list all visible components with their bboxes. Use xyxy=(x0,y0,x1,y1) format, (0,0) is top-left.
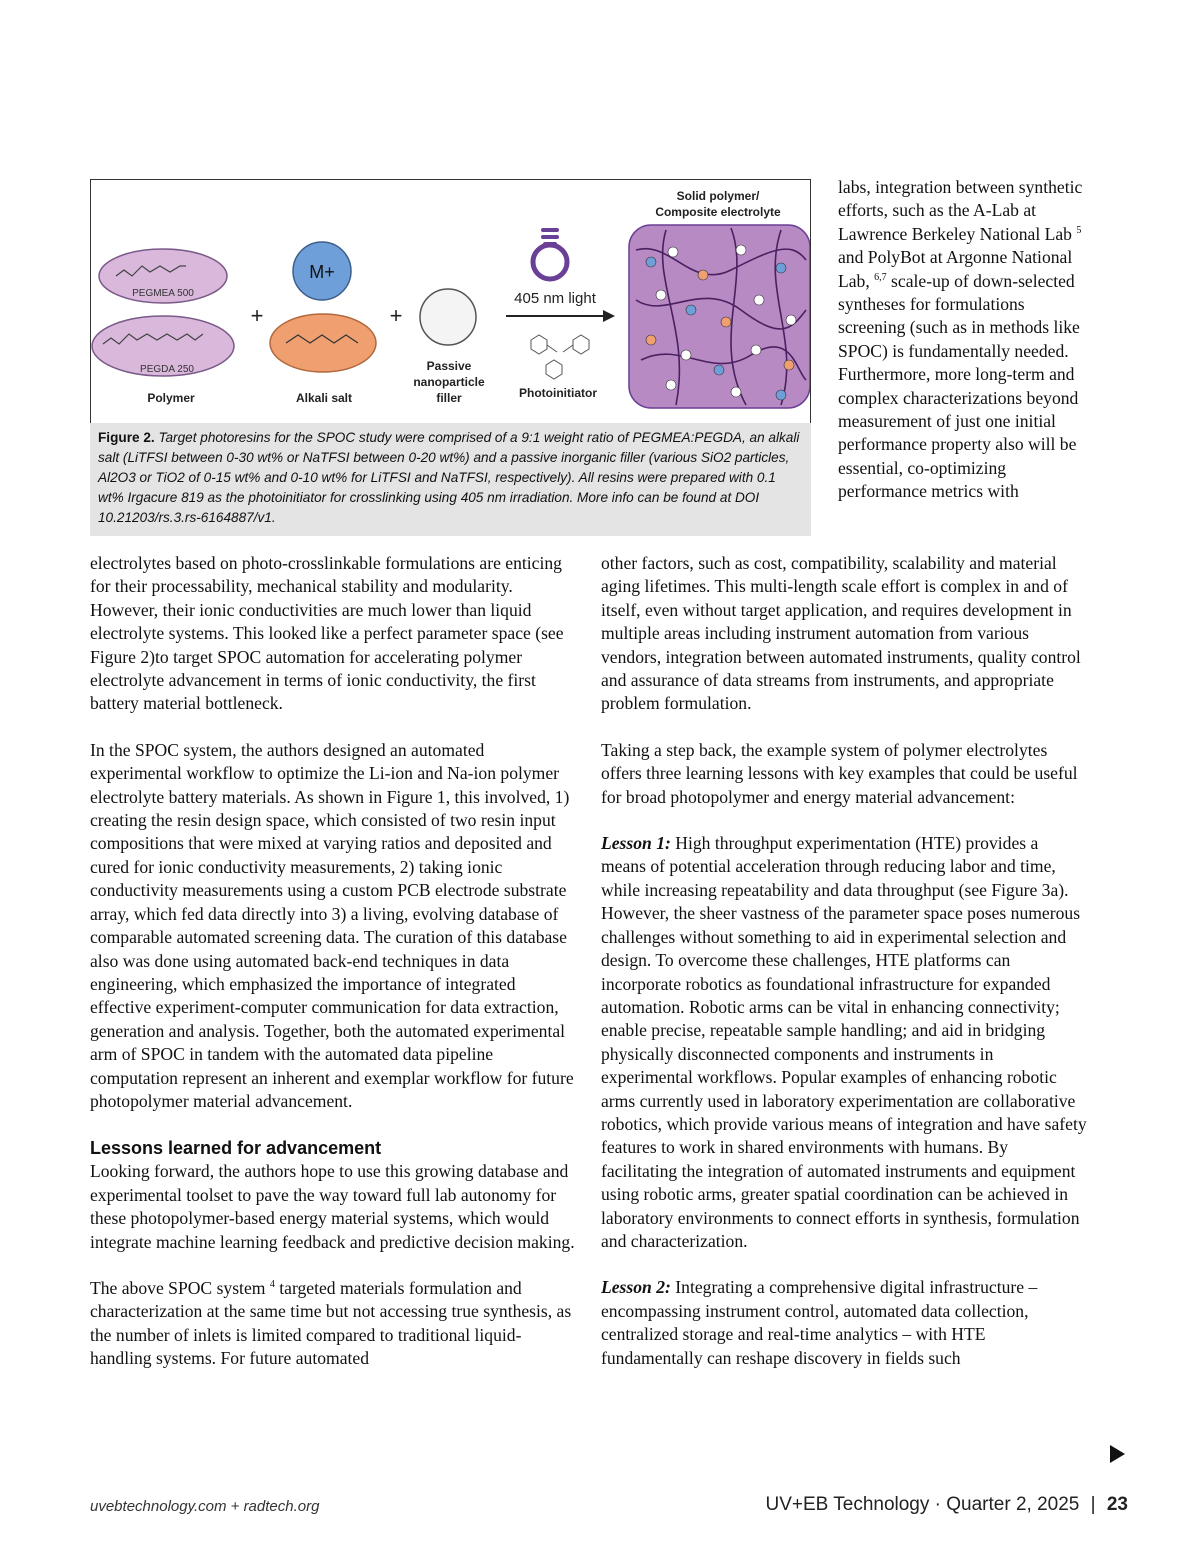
pegda-label: PEGDA 250 xyxy=(140,364,194,375)
footer-publication-title: UV+EB Technology · Quarter 2, 2025 xyxy=(765,1494,1080,1515)
left-paragraph-4: The above SPOC system $^4$ targeted materials formulation and characterization at the same time but not accessing true synthesis, as the number of inlets is limited compared to traditional liquid-handling systems. For future automated xyxy=(90,1277,572,1369)
filler-circle xyxy=(420,289,476,345)
plus-sign-2: + xyxy=(389,303,403,328)
alkali-salt-ellipse xyxy=(270,314,376,372)
footer-separator: | xyxy=(1090,1494,1096,1515)
footer-website: uvebtechnology.com + radtech.org xyxy=(90,1498,320,1515)
lesson-1-paragraph: Lesson 1: High throughput experimentation (HTE) provides a means of potential acceleration through reducing labor and time, while increasing repeatability and data throughput (see Figure 3a). However, the sheer vastness of the parameter space poses numerous challenges without something to aid in experimental selection and design. To overcome these challenges, HTE platforms can incorporate robotics as foundational infrastructure for expanded automation. Robotic arms can be vital in enhancing connectivity; enable precise, repeatable sample handling; and aid in bridging physically disconnected components and instruments in experimental workflows. Popular examples of enhancing robotic arms currently used in laboratory experimentation are collaborative robotics, which provide various means of integration and have safety features to work in shared environments with humans. By facilitating the integration of automated instruments and equipment using robotic arms, greater spatial coordination can be achieved in laboratory environments to connect efforts in synthesis, formulation and characterization. xyxy=(601,833,1087,1251)
right-top-paragraph: labs, integration between synthetic efforts, such as the A-Lab at Lawrence Berkeley National Lab $^5$ and PolyBot at Argonne National Lab, $^{6,7}$ scale-up of down-selected syntheses for formulations screening (such as in methods like SPOC) is fundamentally needed. Furthermore, more long-term and complex characterizations beyond measurement of just one initial performance property also will be essential, co-optimizing performance metrics with xyxy=(838,177,1083,502)
electrolyte-box xyxy=(629,225,810,408)
caption-label: Figure 2. xyxy=(98,430,155,445)
lesson-2-paragraph: Lesson 2: Integrating a comprehensive digital infrastructure – encompassing instrument control, automated data collection, centralized storage and real-time analytics – with HTE fundamentally can reshape discovery in fields such xyxy=(601,1277,1038,1368)
pegmea-label: PEGMEA 500 xyxy=(132,288,194,299)
filler-label-line1: Passive xyxy=(426,359,472,373)
alkali-salt-label: Alkali salt xyxy=(295,391,353,405)
section-heading: Lessons learned for advancement xyxy=(90,1138,382,1159)
next-page-arrow-icon xyxy=(1110,1445,1125,1463)
electrolyte-title-line1: Solid polymer/ xyxy=(676,189,760,203)
photoinitiator-label: Photoinitiator xyxy=(519,386,597,400)
light-label: 405 nm light xyxy=(514,290,596,307)
page-number: 23 xyxy=(1106,1494,1128,1515)
filler-label-line2: nanoparticle xyxy=(413,375,485,389)
footer-publication xyxy=(765,1494,1128,1516)
right-paragraph-1: other factors, such as cost, compatibility, scalability and material aging lifetimes. This multi-length scale effort is complex in and of itself, even without target application, and requires development in multiple areas including instrument automation from various vendors, integration between automated instruments, quality control and assurance of data streams from instruments, and appropriate problem formulation. xyxy=(601,553,1081,714)
right-top-text xyxy=(838,176,1088,504)
electrolyte-title-line2: Composite electrolyte xyxy=(655,205,781,219)
lesson-1-label: Lesson 1: xyxy=(601,833,671,854)
caption-text: Target photoresins for the SPOC study were comprised of a 9:1 weight ratio of PEGMEA:PEGDA, an alkali salt (LiTFSI between 0-30 wt% or NaTFSI between 0-20 wt%) and a passive inorganic filler (various SiO2 particles, Al2O3 or TiO2 of 0-15 wt% and 0-10 wt% for LiTFSI and NaTFSI, respectively). All resins were prepared with 0.1 wt% Irgacure 819 as the photoinitiator for crosslinking using 405 nm irradiation. More info can be found at DOI 10.21203/rs.3.rs-6164887/v1. xyxy=(98,430,800,525)
figure-diagram xyxy=(91,180,810,423)
left-paragraph-2: In the SPOC system, the authors designed an automated experimental workflow to optimize the Li-ion and Na-ion polymer electrolyte battery materials. As shown in Figure 1, this involved, 1) creating the resin design space, which consisted of two resin input compositions that were mixed at varying ratios and deposited and cured for ionic conductivity measurements, 2) taking ionic conductivity measurements using a custom PCB electrode substrate array, which fed data directly into 3) a living, evolving database of comparable automated screening data. The curation of this database also was done using automated back-end techniques in data engineering, which emphasized the importance of integrated effective experiment-computer communication for data extraction, generation and analysis. Together, both the automated experimental arm of SPOC in tandem with the automated data pipeline computation represent an inherent and exemplar workflow for future photopolymer material advancement. xyxy=(90,739,574,1111)
left-paragraph-3: Looking forward, the authors hope to use this growing database and experimental toolset to pave the way toward full lab autonomy for these photopolymer-based energy material systems, which would integrate machine learning feedback and predictive decision making. xyxy=(90,1161,575,1252)
left-column xyxy=(90,552,578,1371)
figure-2 xyxy=(90,179,811,536)
photoinitiator-structure xyxy=(531,335,589,379)
figure-caption xyxy=(90,423,811,536)
left-paragraph-1: electrolytes based on photo-crosslinkable formulations are enticing for their processability, mechanical stability and modularity. However, their ionic conductivities are much lower than liquid electrolyte systems. This looked like a perfect parameter space (see Figure 2)to target SPOC automation for accelerating polymer electrolyte advancement in terms of ionic conductivity, the first battery material bottleneck. xyxy=(90,553,564,714)
filler-label-line3: filler xyxy=(436,391,462,405)
right-column xyxy=(601,552,1087,1370)
light-bulb-icon xyxy=(533,228,567,279)
metal-ion-label: M+ xyxy=(309,262,335,282)
lesson-2-label: Lesson 2: xyxy=(601,1277,671,1298)
polymer-label: Polymer xyxy=(147,391,195,405)
arrow-right-icon xyxy=(506,310,615,322)
right-paragraph-2: Taking a step back, the example system of polymer electrolytes offers three learning lessons with key examples that could be useful for broad photopolymer and energy material advancement: xyxy=(601,739,1078,807)
plus-sign-1: + xyxy=(250,303,264,328)
figure-artwork xyxy=(90,179,811,424)
